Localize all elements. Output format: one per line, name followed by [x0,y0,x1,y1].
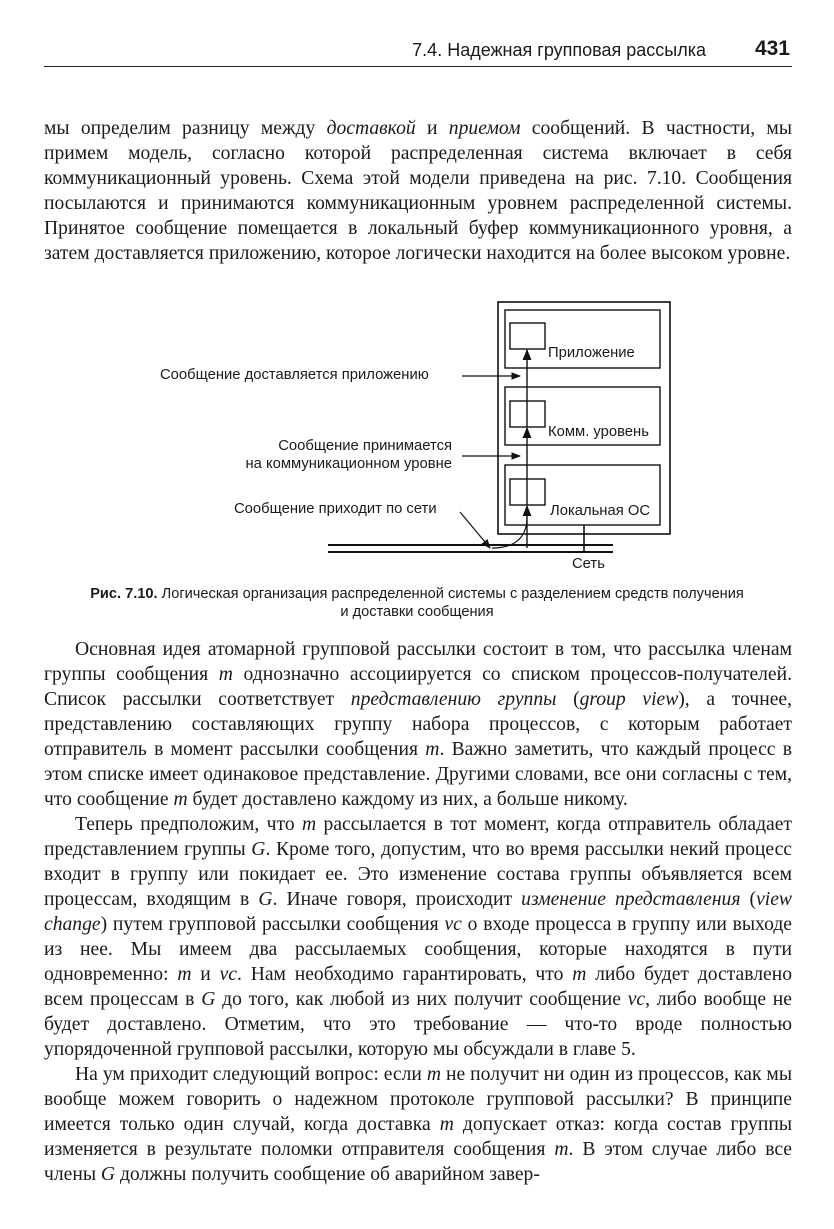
caption-text: Логическая организация распределенной системы с разделением средств получения и доставки сообщения [157,586,744,620]
section-title: 7.4. Надежная групповая рассылка [412,40,706,60]
figure-caption [90,586,744,621]
receive-label-line2: на коммуникационном уровне [245,456,452,472]
app-buffer [510,323,545,349]
network-label: Сеть [572,556,605,572]
app-layer-label: Приложение [548,345,635,361]
page-number: 431 [754,37,790,60]
receive-label-line1: Сообщение принимается [278,438,452,454]
intro-paragraph: мы определим разницу между доставкой и приемом сообщений. В частности, мы примем модель, согласно которой распределенная система включает в себя коммуникационный уровень. Схема этой модели приведена на рис. 7.10. Сообщения посылаются и принимаются коммуникационным уровнем распределенной системы. Принятое сообщение помещается в локальный буфер коммуникационного уровня, а затем доставляется приложению, которое логически находится на более высоком уровне. [44,118,792,264]
host-box [498,302,670,534]
os-layer-label: Локальная ОС [550,503,651,519]
caption-number: Рис. 7.10. [90,586,158,602]
paragraph-3: На ум приходит следующий вопрос: если m не получит ни один из процессов, как мы вообще можем говорить о надежном протоколе групповой рассылки? В принципе имеется только один случай, когда доставка m допускает отказ: когда состав группы изменяется в результате поломки отправителя сообщения m. В этом случае либо все члены G должны получить сообщение об аварийном завер- [44,1064,792,1185]
paragraph-1: Основная идея атомарной групповой рассылки состоит в том, что рассылка членам группы сообщения m однозначно ассоциируется со списком процессов-получателей. Список рассылки соответствует представлению группы (group view), а точнее, представлению составляющих группу набора процессов, с которым работает отправитель в момент рассылки сообщения m. Важно заметить, что каждый процесс в этом списке имеет одинаковое представление. Другими словами, все они согласны с тем, что сообщение m будет доставлено каждому из них, а больше никому. [44,639,793,810]
deliver-label: Сообщение доставляется приложению [160,367,429,383]
figure-7-10 [0,290,834,630]
body-text [44,637,792,1187]
page-header [44,34,792,67]
paragraph-2: Теперь предположим, что m рассылается в тот момент, когда отправитель обладает представлением группы G. Кроме того, допустим, что во время рассылки некий процесс входит в группу или покидает ее. Это изменение состава группы объявляется всем процессам, входящим в G. Иначе говоря, происходит изменение представления (view change) путем групповой рассылки сообщения vc о входе процесса в группу или выходе из нее. Мы имеем два рассылаемых сообщения, которые находятся в пути одновременно: m и vc. Нам необходимо гарантировать, что m либо будет доставлено всем процессам в G до того, как любой из них получит сообщение vc, либо вообще не будет доставлено. Отметим, что это требование — что-то вроде полностью упорядоченной групповой рассылки, которую мы обсуждали в главе 5. [44,814,792,1060]
arrive-label: Сообщение приходит по сети [234,501,437,517]
comm-layer-label: Комм. уровень [548,424,649,440]
